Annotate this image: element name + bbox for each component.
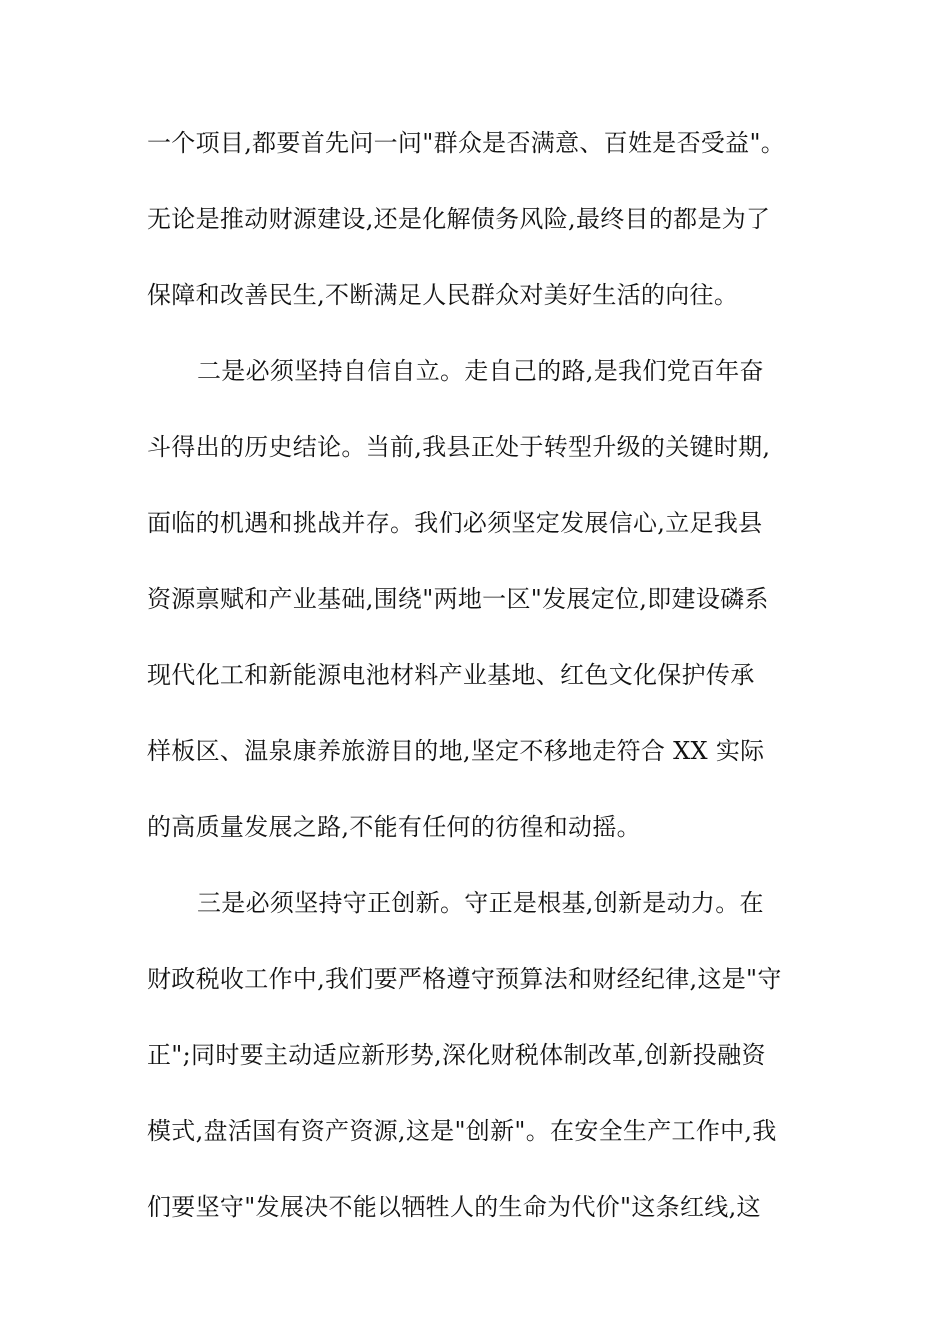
text-line: 样板区、温泉康养旅游目的地,坚定不移地走符合 XX 实际	[147, 737, 765, 765]
text-line: 斗得出的历史结论。当前,我县正处于转型升级的关键时期,	[147, 433, 771, 461]
text-line: 模式,盘活国有资产资源,这是"创新"。在安全生产工作中,我	[147, 1117, 777, 1145]
text-line: 资源禀赋和产业基础,围绕"两地一区"发展定位,即建设磷系	[147, 585, 769, 613]
text-line: 的高质量发展之路,不能有任何的彷徨和动摇。	[147, 813, 641, 841]
paragraph-start-line: 二是必须坚持自信自立。走自己的路,是我们党百年奋	[197, 357, 764, 385]
text-line: 正";同时要主动适应新形势,深化财税体制改革,创新投融资	[147, 1041, 766, 1069]
text-line: 们要坚守"发展决不能以牺牲人的生命为代价"这条红线,这	[147, 1193, 761, 1221]
document-body	[147, 118, 807, 1258]
text-line: 现代化工和新能源电池材料产业基地、红色文化保护传承	[147, 661, 755, 689]
text-line: 保障和改善民生,不断满足人民群众对美好生活的向往。	[147, 281, 739, 309]
text-line: 面临的机遇和挑战并存。我们必须坚定发展信心,立足我县	[147, 509, 763, 537]
text-line: 财政税收工作中,我们要严格遵守预算法和财经纪律,这是"守	[147, 965, 782, 993]
text-line: 无论是推动财源建设,还是化解债务风险,最终目的都是为了	[147, 205, 771, 233]
paragraph-start-line: 三是必须坚持守正创新。守正是根基,创新是动力。在	[197, 889, 764, 917]
text-line: 一个项目,都要首先问一问"群众是否满意、百姓是否受益"。	[147, 129, 786, 157]
